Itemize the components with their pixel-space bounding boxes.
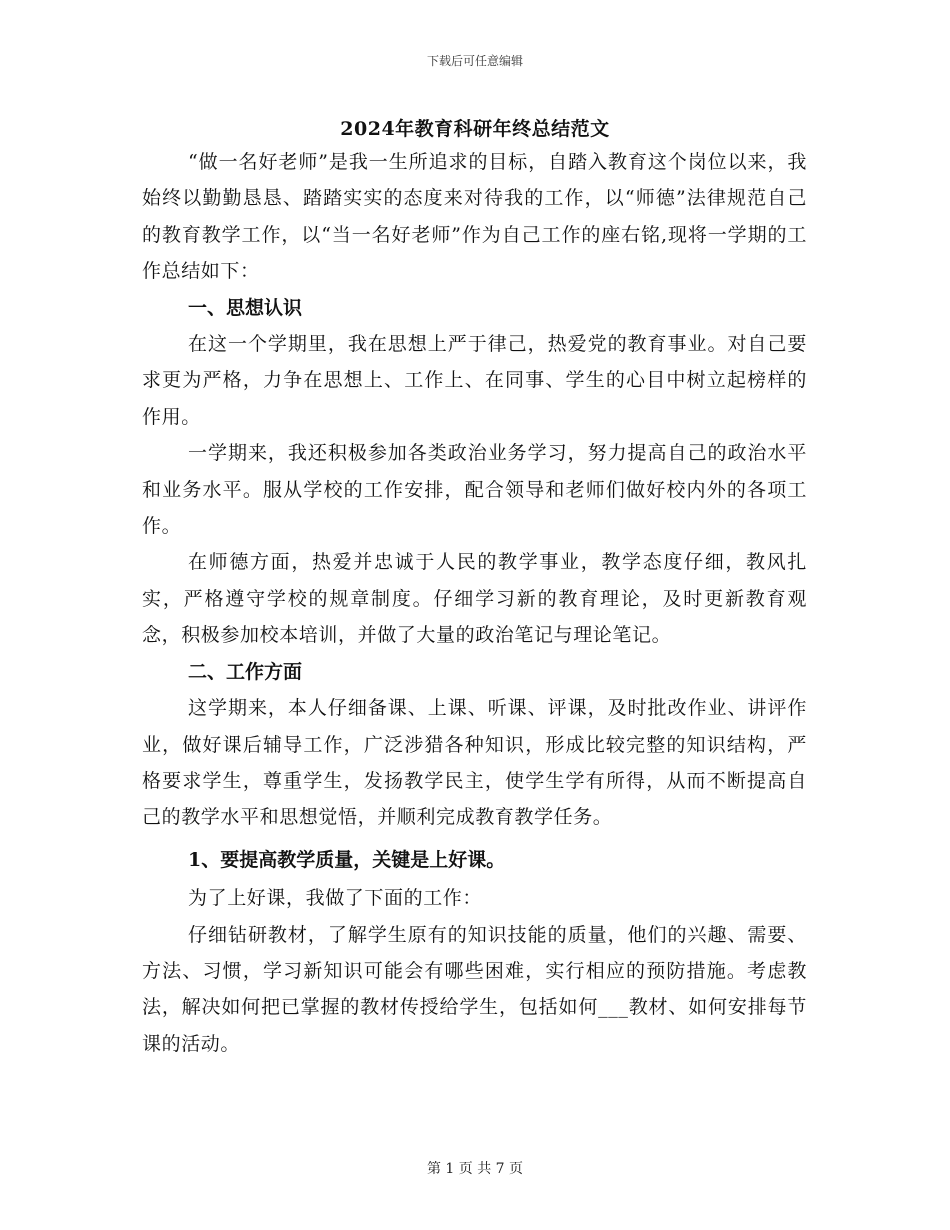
paragraph-teacher-ethics: 在师德方面，热爱并忠诚于人民的教学事业，教学态度仔细，教风扎实，严格遵守学校的规章制度。仔细学习新的教育理论，及时更新教育观念，积极参加校本培训，并做了大量的政治笔记与理论笔记。: [142, 551, 807, 647]
paragraph-lesson-prep-intro: 为了上好课，我做了下面的工作：: [188, 887, 483, 910]
document-title: 2024年教育科研年终总结范文: [340, 118, 610, 140]
subheading-lesson-quality: 1、要提高教学质量，关键是上好课。: [188, 848, 506, 871]
section-heading-work: 二、工作方面: [188, 660, 303, 683]
paragraph-political-study: 一学期来，我还积极参加各类政治业务学习，努力提高自己的政治水平和业务水平。服从学校的工作安排，配合领导和老师们做好校内外的各项工作。: [142, 442, 807, 538]
document-body: [142, 144, 807, 1062]
section-heading-thought: 一、思想认识: [188, 296, 303, 319]
intro-paragraph: “做一名好老师”是我一生所追求的目标，自踏入教育这个岗位以来，我始终以勤勤恳恳、踏踏实实的态度来对待我的工作，以“师德”法律规范自己的教育教学工作，以“当一名好老师”作为自己工作的座右铭,现将一学期的工作总结如下：: [142, 151, 807, 283]
paragraph-study-materials: 仔细钻研教材，了解学生原有的知识技能的质量，他们的兴趣、需要、方法、习惯，学习新知识可能会有哪些困难，实行相应的预防措施。考虑教法，解决如何把已掌握的教材传授给学生，包括如何___教材、如何安排每节课的活动。: [142, 923, 807, 1055]
header-note: 下载后可任意编辑: [426, 54, 523, 68]
paragraph-teaching-work: 这学期来，本人仔细备课、上课、听课、评课，及时批改作业、讲评作业，做好课后辅导工作，广泛涉猎各种知识，形成比较完整的知识结构，严格要求学生，尊重学生，发扬教学民主，使学生学有所得，从而不断提高自己的教学水平和思想觉悟，并顺利完成教育教学任务。: [142, 697, 807, 829]
page-footer: 第 1 页 共 7 页: [426, 1161, 524, 1177]
paragraph-self-discipline: 在这一个学期里，我在思想上严于律己，热爱党的教育事业。对自己要求更为严格，力争在思想上、工作上、在同事、学生的心目中树立起榜样的作用。: [142, 333, 807, 428]
